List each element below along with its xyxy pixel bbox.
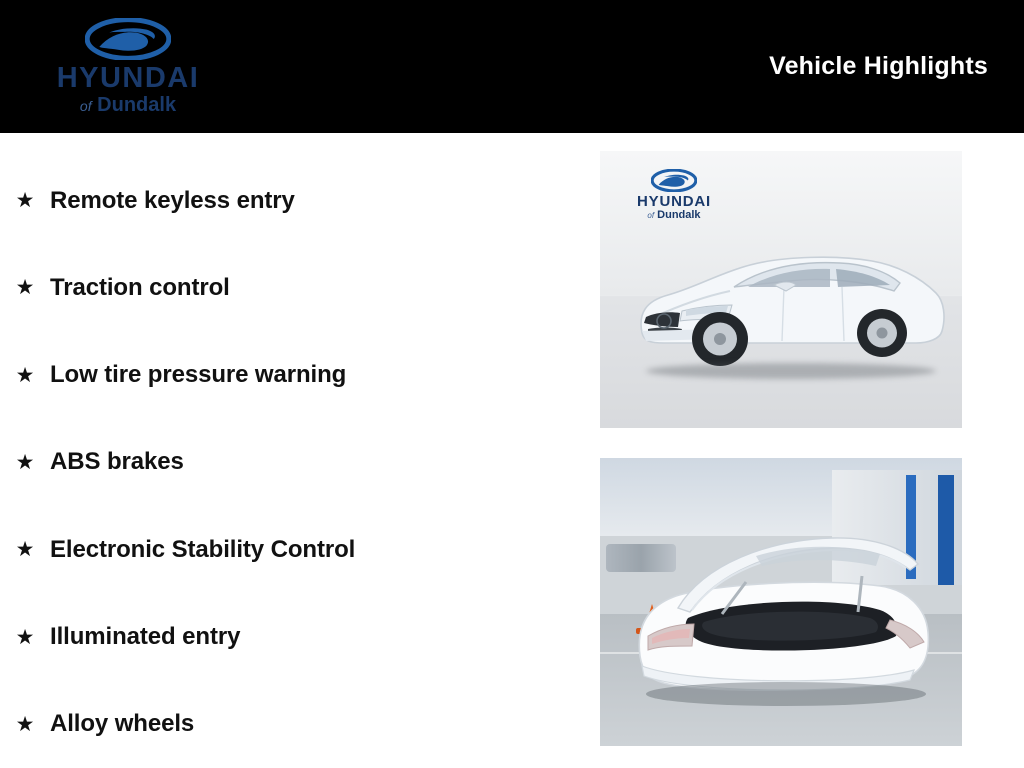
hyundai-h-icon (651, 169, 697, 192)
star-icon: ★ (15, 625, 35, 649)
sedan-open-trunk-icon (618, 486, 948, 716)
sedan-front-three-quarter-icon (624, 221, 954, 381)
page-title: Vehicle Highlights (769, 52, 988, 80)
list-item (14, 506, 600, 593)
car-illustration (624, 221, 954, 381)
watermark-location (647, 210, 700, 221)
vehicle-trunk-photo[interactable] (600, 458, 962, 746)
highlight-label: Traction control (50, 273, 230, 301)
hyundai-h-icon (85, 18, 171, 60)
star-icon: ★ (15, 450, 35, 474)
star-icon: ★ (15, 538, 35, 562)
dealer-city: Dundalk (97, 94, 177, 116)
star-icon: ★ (15, 276, 35, 300)
brand-name: HYUNDAI (56, 62, 200, 94)
rear-wheel (857, 309, 907, 357)
vehicle-exterior-photo[interactable] (600, 151, 962, 428)
highlight-label: Low tire pressure warning (50, 361, 347, 389)
car-rear-illustration (618, 486, 948, 716)
star-icon: ★ (15, 363, 35, 387)
star-icon: ★ (15, 189, 35, 213)
list-item (14, 419, 600, 506)
dealer-logo (28, 11, 228, 123)
page-header (0, 0, 1024, 133)
list-item (14, 681, 600, 768)
photo-watermark-logo (618, 169, 730, 223)
list-item (14, 157, 600, 244)
watermark-city: Dundalk (657, 209, 701, 221)
highlight-label: Alloy wheels (50, 710, 195, 738)
vehicle-highlights-list (0, 133, 600, 768)
vehicle-photo-gallery (600, 133, 1024, 768)
dealer-of-word: of (79, 98, 92, 114)
star-icon: ★ (15, 712, 35, 736)
list-item (14, 593, 600, 680)
highlight-label: Illuminated entry (50, 623, 241, 651)
list-item (14, 244, 600, 331)
highlight-label: Remote keyless entry (50, 186, 295, 214)
watermark-of-word: of (647, 211, 655, 220)
highlight-label: ABS brakes (50, 448, 184, 476)
car-shadow (646, 363, 936, 379)
watermark-brand: HYUNDAI (637, 193, 711, 210)
list-item (14, 332, 600, 419)
content-area (0, 133, 1024, 768)
highlight-label: Electronic Stability Control (50, 535, 356, 563)
front-wheel (692, 312, 748, 366)
dealer-location (80, 95, 176, 115)
